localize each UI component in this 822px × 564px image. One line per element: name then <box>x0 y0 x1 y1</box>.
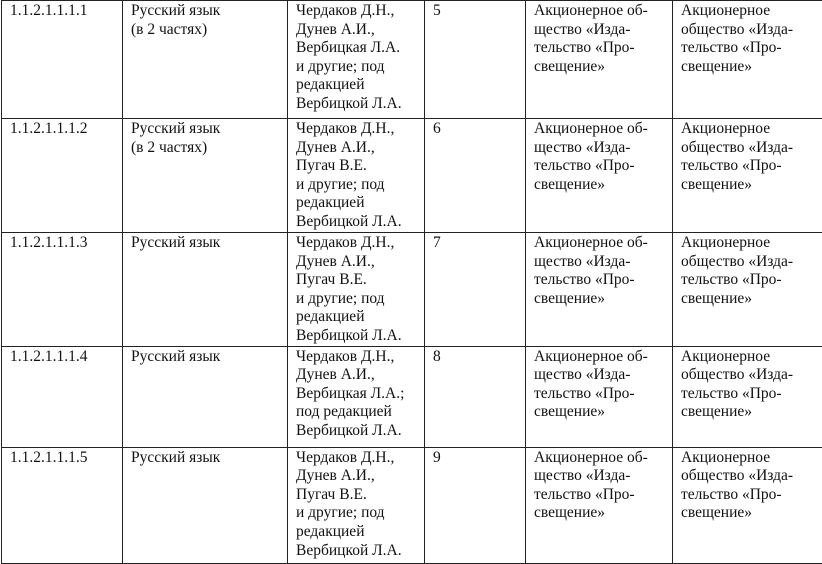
authors-cell: Чердаков Д.Н., Дунев А.И., Вербицкая Л.А.; под редакцией Вербицкой Л.А. <box>288 346 425 447</box>
publisher-cell: Акционерное об- щество «Изда- тельство «Про- свещение» <box>526 1 673 119</box>
textbook-table <box>1 0 822 564</box>
table-row <box>2 1 822 119</box>
publisher2-cell: Акционерное общество «Изда- тельство «Про- свещение» <box>673 119 822 233</box>
grade-cell: 8 <box>425 346 526 447</box>
publisher2-cell: Акционерное общество «Изда- тельство «Про- свещение» <box>673 346 822 447</box>
publisher2-cell: Акционерное общество «Изда- тельство «Про- свещение» <box>673 1 822 119</box>
code-cell: 1.1.2.1.1.1.4 <box>2 346 123 447</box>
table-row <box>2 447 822 563</box>
grade-cell: 6 <box>425 119 526 233</box>
title-cell: Русский язык <box>123 233 288 347</box>
grade-cell: 9 <box>425 447 526 563</box>
publisher-cell: Акционерное об- щество «Изда- тельство «Про- свещение» <box>526 447 673 563</box>
code-cell: 1.1.2.1.1.1.3 <box>2 233 123 347</box>
publisher-cell: Акционерное об- щество «Изда- тельство «Про- свещение» <box>526 233 673 347</box>
title-cell: Русский язык <box>123 346 288 447</box>
table-row <box>2 346 822 447</box>
title-cell: Русский язык <box>123 447 288 563</box>
table-row <box>2 233 822 347</box>
grade-cell: 5 <box>425 1 526 119</box>
title-cell: Русский язык (в 2 частях) <box>123 1 288 119</box>
publisher2-cell: Акционерное общество «Изда- тельство «Про- свещение» <box>673 233 822 347</box>
code-cell: 1.1.2.1.1.1.2 <box>2 119 123 233</box>
grade-cell: 7 <box>425 233 526 347</box>
authors-cell: Чердаков Д.Н., Дунев А.И., Вербицкая Л.А. и другие; под редакцией Вербицкой Л.А. <box>288 1 425 119</box>
authors-cell: Чердаков Д.Н., Дунев А.И., Пугач В.Е. и другие; под редакцией Вербицкой Л.А. <box>288 119 425 233</box>
code-cell: 1.1.2.1.1.1.5 <box>2 447 123 563</box>
authors-cell: Чердаков Д.Н., Дунев А.И., Пугач В.Е. и другие; под редакцией Вербицкой Л.А. <box>288 233 425 347</box>
publisher-cell: Акционерное об- щество «Изда- тельство «Про- свещение» <box>526 346 673 447</box>
authors-cell: Чердаков Д.Н., Дунев А.И., Пугач В.Е. и другие; под редакцией Вербицкой Л.А. <box>288 447 425 563</box>
title-cell: Русский язык (в 2 частях) <box>123 119 288 233</box>
table-row <box>2 119 822 233</box>
publisher-cell: Акционерное об- щество «Изда- тельство «Про- свещение» <box>526 119 673 233</box>
code-cell: 1.1.2.1.1.1.1 <box>2 1 123 119</box>
publisher2-cell: Акционерное общество «Изда- тельство «Про- свещение» <box>673 447 822 563</box>
